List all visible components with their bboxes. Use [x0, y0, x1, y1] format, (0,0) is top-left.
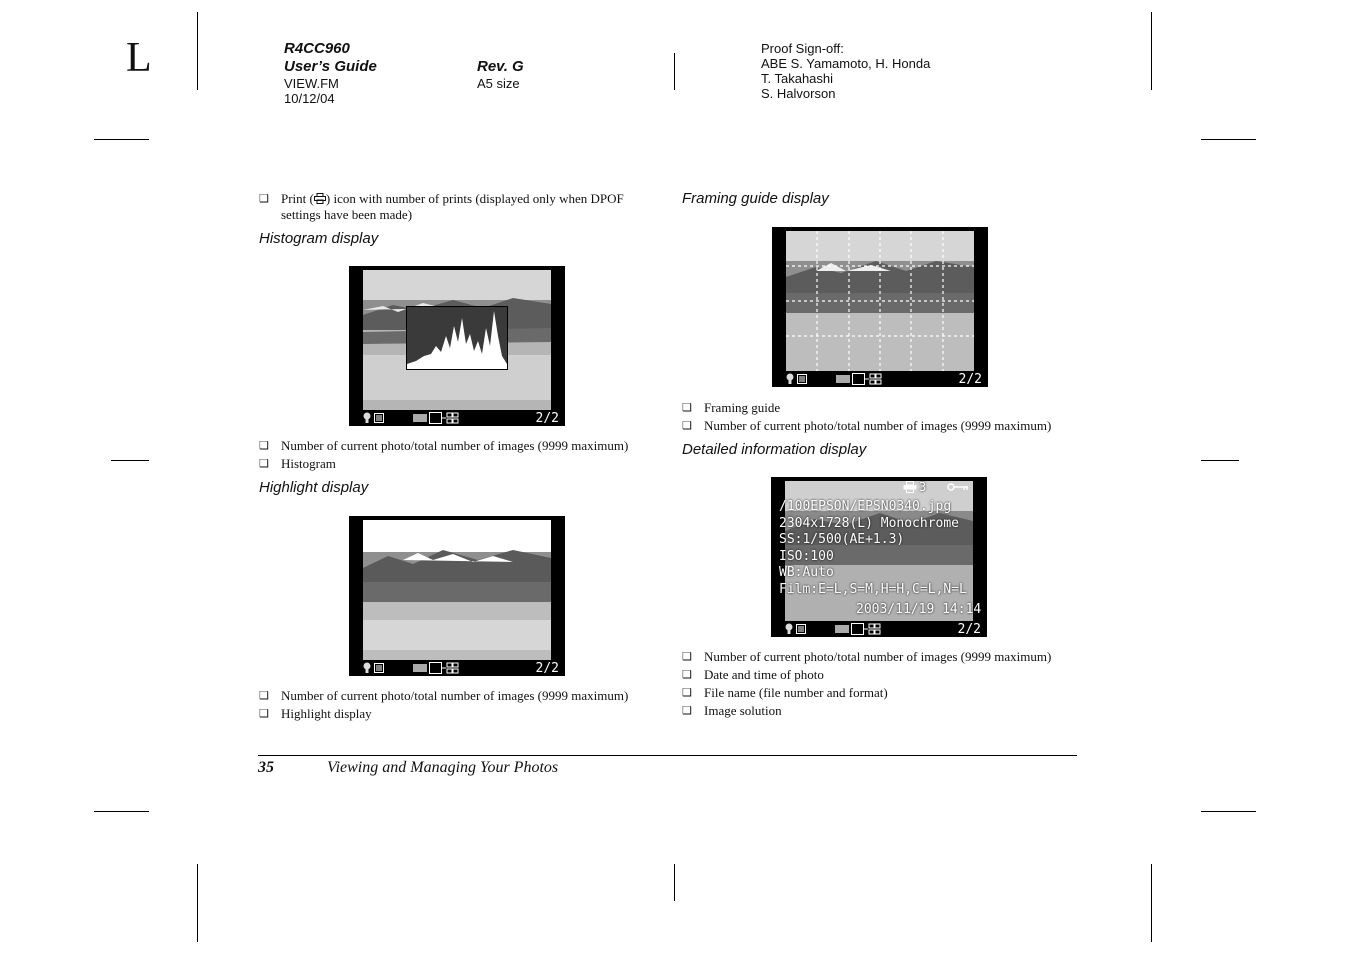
image-count: 2/2	[535, 661, 559, 676]
lcd-screen-framing	[772, 227, 988, 387]
bulb-icon	[784, 623, 794, 635]
detail-info-lines	[779, 499, 967, 598]
bullet-text: Number of current photo/total number of images (9999 maximum)	[704, 418, 1052, 433]
crop-mark	[94, 139, 149, 140]
section-title-framing: Framing guide display	[682, 190, 829, 207]
list-item	[682, 649, 1082, 665]
status-bar	[772, 371, 988, 387]
chapter-title: Viewing and Managing Your Photos	[327, 759, 559, 776]
bullet-text: Number of current photo/total number of images (9999 maximum)	[281, 688, 629, 703]
bulb-icon	[362, 412, 372, 424]
detail-white-balance: WB:Auto	[779, 565, 834, 580]
proof-title: Proof Sign-off:	[761, 41, 844, 56]
detail-iso: ISO:100	[779, 548, 834, 564]
bullet-text: Print (	[281, 191, 314, 206]
image-mode-icon	[852, 373, 882, 385]
checkbox-bullet-icon: ❑	[682, 402, 692, 414]
crop-mark	[1201, 460, 1239, 461]
status-bar	[349, 410, 565, 426]
file-name: VIEW.FM	[284, 76, 339, 91]
bullet-print-icon	[259, 191, 659, 223]
printer-icon	[314, 193, 326, 204]
checkbox-bullet-icon: ❑	[259, 690, 269, 702]
info-list-icon	[797, 374, 807, 384]
printer-icon	[903, 481, 917, 493]
checkbox-bullet-icon: ❑	[259, 708, 269, 720]
page-number: 35	[258, 759, 274, 776]
crop-mark	[197, 864, 198, 942]
checkbox-bullet-icon: ❑	[259, 440, 269, 452]
doc-date: 10/12/04	[284, 91, 335, 106]
bullet-text: Histogram	[281, 456, 336, 471]
crop-mark	[197, 12, 198, 90]
battery-icon	[413, 664, 427, 672]
bullet-text: settings have been made)	[281, 207, 413, 222]
doc-code: R4CC960	[284, 40, 350, 57]
section-title-highlight: Highlight display	[259, 479, 369, 496]
lcd-screen-histogram	[349, 266, 565, 426]
bullet-text: Number of current photo/total number of images (9999 maximum)	[281, 438, 629, 453]
image-count: 2/2	[957, 622, 981, 637]
bullet-text: Image solution	[704, 703, 782, 718]
footer-rule	[258, 755, 1077, 756]
detail-file-name: /100EPSON/EPSN0340.jpg	[779, 499, 952, 514]
checkbox-bullet-icon: ❑	[259, 193, 269, 205]
lcd-screen-detailed	[771, 477, 987, 637]
proof-names-3: S. Halvorson	[761, 86, 836, 101]
checkbox-bullet-icon: ❑	[682, 669, 692, 681]
crop-mark	[111, 460, 149, 461]
crop-mark	[1201, 811, 1256, 812]
list-item	[682, 400, 1082, 416]
proof-names-1: ABE S. Yamamoto, H. Honda	[761, 56, 931, 71]
image-mode-icon	[851, 623, 881, 635]
page-size: A5 size	[477, 76, 520, 91]
page-side-letter: L	[126, 35, 152, 81]
list-item	[682, 667, 1082, 683]
crop-mark	[1151, 864, 1152, 942]
list-item	[682, 418, 1082, 434]
crop-mark	[1151, 12, 1152, 90]
detail-shutter-speed: SS:1/500(AE+1.3)	[779, 532, 905, 547]
detail-datetime: 2003/11/19 14:14	[856, 602, 982, 617]
bullet-text: File name (file number and format)	[704, 685, 888, 700]
image-mode-icon	[429, 412, 459, 424]
section-title-detailed: Detailed information display	[682, 441, 867, 458]
image-count: 2/2	[958, 372, 982, 387]
checkbox-bullet-icon: ❑	[682, 420, 692, 432]
checkbox-bullet-icon: ❑	[682, 705, 692, 717]
guide-title: User’s Guide	[284, 58, 377, 75]
list-item	[259, 456, 659, 472]
histogram-graph	[406, 306, 508, 370]
battery-icon	[413, 414, 427, 422]
status-bar	[349, 660, 565, 676]
list-item	[259, 688, 659, 704]
info-list-icon	[374, 413, 384, 423]
image-mode-icon	[429, 662, 459, 674]
bullet-text: ) icon with number of prints (displayed only when DPOF	[325, 191, 624, 206]
proof-signoff	[761, 41, 930, 101]
photo-landscape	[363, 520, 551, 660]
proof-names-2: T. Takahashi	[761, 71, 834, 86]
battery-icon	[835, 625, 849, 633]
bullet-text: Date and time of photo	[704, 667, 824, 682]
bullet-text: Framing guide	[704, 400, 781, 415]
list-item	[682, 685, 1082, 701]
bulb-icon	[785, 373, 795, 385]
print-count: 3	[919, 480, 927, 494]
checkbox-bullet-icon: ❑	[259, 458, 269, 470]
checkbox-bullet-icon: ❑	[682, 687, 692, 699]
detail-film-settings: Film:E=L,S=M,H=H,C=L,N=L	[779, 581, 967, 597]
list-item	[259, 438, 659, 454]
section-title-histogram: Histogram display	[259, 230, 379, 247]
crop-mark	[1201, 139, 1256, 140]
info-list-icon	[374, 663, 384, 673]
crop-mark	[94, 811, 149, 812]
key-protect-icon	[947, 483, 969, 491]
revision: Rev. G	[477, 58, 524, 75]
info-list-icon	[796, 624, 806, 634]
doc-info-block	[284, 40, 377, 106]
revision-block	[477, 58, 524, 91]
bulb-icon	[362, 662, 372, 674]
list-item	[682, 703, 1082, 719]
lcd-screen-highlight	[349, 516, 565, 676]
photo-landscape	[786, 231, 974, 371]
crop-mark	[674, 864, 675, 901]
detail-resolution: 2304x1728(L) Monochrome	[779, 515, 960, 531]
battery-icon	[836, 375, 850, 383]
list-item	[259, 706, 659, 722]
bullet-text: Highlight display	[281, 706, 372, 721]
status-bar	[771, 621, 987, 637]
checkbox-bullet-icon: ❑	[682, 651, 692, 663]
bullet-text: Number of current photo/total number of images (9999 maximum)	[704, 649, 1052, 664]
crop-mark	[674, 53, 675, 90]
image-count: 2/2	[535, 411, 559, 426]
